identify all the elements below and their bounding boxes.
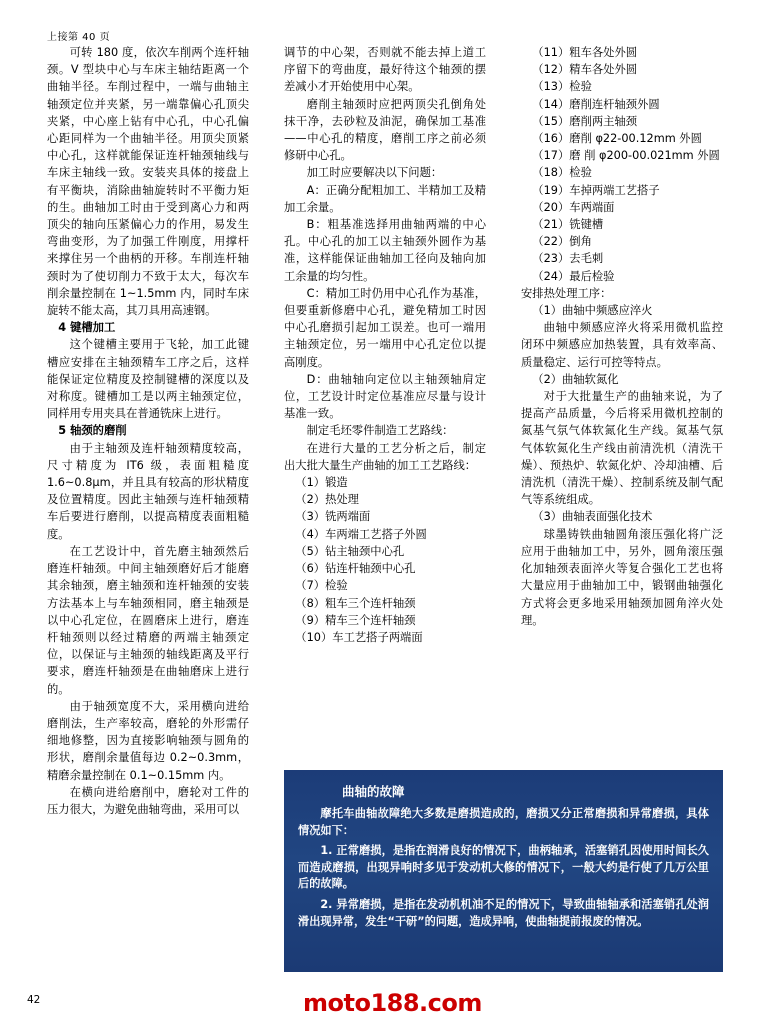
list-item: （7）检验	[295, 579, 348, 593]
list-item: （11）粗车各处外圆	[532, 46, 638, 59]
list-item: （3）铣两端面	[295, 510, 371, 524]
list-item: （3）曲轴表面强化技术	[532, 510, 653, 524]
list-item: （5）钻主轴颈中心孔	[295, 544, 405, 558]
paragraph: D：曲轴轴向定位以主轴颈轴肩定位，工艺设计时定位基准应尽量与设计基准一致。	[284, 372, 486, 421]
paragraph: 制定毛坯零件制造工艺路线：	[306, 424, 454, 438]
callout-paragraph: 2. 异常磨损，是指在发动机机油不足的情况下，导致曲轴轴承和活塞销孔处润滑出现异常，发生“干研”的问题，造成异响，使曲轴提前报废的情况。	[298, 897, 709, 928]
list-item: （6）钻连杆轴颈中心孔	[295, 562, 416, 576]
list-item: （2）曲轴软氮化	[532, 372, 619, 386]
site-logo: moto188.com	[303, 989, 482, 1017]
list-item: （17）磨 削 φ200-00.021mm 外圆	[532, 149, 720, 163]
section-heading: 5 轴颈的磨削	[58, 424, 127, 438]
list-item: （20）车两端面	[532, 200, 615, 214]
paragraph: 曲轴中频感应淬火将采用微机监控闭环中频感应加热装置，具有效率高、质量稳定、运行可控等特点。	[521, 321, 723, 369]
paragraph: 由于轴颈宽度不大，采用横向进给磨削法，生产率较高，磨轮的外形需仔细地修整，因为直接影响轴颈与圆角的形状，磨削余量值每边 0.2~0.3mm，精磨余量控制在 0.1~0.15mm 内。	[47, 699, 249, 782]
list-item: （4）车两端工艺搭子外圆	[295, 527, 427, 541]
list-item: （18）检验	[532, 166, 592, 180]
paragraph: B：粗基准选择用曲轴两端的中心孔。中心孔的加工以主轴颈外圆作为基准，这样能保证曲轴加工径向及轴向加工余量的均匀性。	[284, 218, 486, 283]
list-item: （10）车工艺搭子两端面	[295, 630, 423, 644]
list-item: （23）去毛刺	[532, 252, 604, 266]
list-item: （1）曲轴中频感应淬火	[532, 304, 653, 318]
list-item: （14）磨削连杆轴颈外圆	[532, 97, 660, 111]
callout-title: 曲轴的故障	[342, 784, 405, 799]
callout-paragraph: 1. 正常磨损，是指在润滑良好的情况下，曲柄轴承，活塞销孔因使用时间长久而造成磨损，出现异响时多见于发动机大修的情况下，一般大约是行使了几万公里后的故障。	[298, 844, 709, 891]
list-item: （16）磨削 φ22-00.12mm 外圆	[532, 132, 702, 146]
paragraph: 在工艺设计中，首先磨主轴颈然后磨连杆轴颈。中间主轴颈磨好后才能磨其余轴颈，磨主轴颈和连杆轴颈的安装方法基本上与车轴颈相同，磨主轴颈是以中心孔定位，在圆磨床上进行，磨连杆轴颈则以经过精磨的两端主轴颈定位，以保证与主轴颈的轴线距离及平行要求，磨连杆轴颈是在曲轴磨床上进行的。	[47, 544, 249, 696]
paragraph: 这个键槽主要用于飞轮，加工此键槽应安排在主轴颈精车工序之后，这样能保证定位精度及控制键槽的深度以及对称度。键槽加工是以两主轴颈定位，同样用专用夹具在普通铣床上进行。	[47, 338, 249, 421]
paragraph: C：精加工时仍用中心孔作为基准，但要重新修磨中心孔，避免精加工时因中心孔磨损引起加工误差。也可一端用主轴颈定位，另一端用中心孔定位以提高刚度。	[284, 286, 486, 369]
column-one	[47, 44, 249, 818]
paragraph: 由于主轴颈及连杆轴颈精度较高，尺寸精度为 IT6 级，表面粗糙度 1.6~0.8μm，并且具有较高的形状精度及位置精度。因此主轴颈与连杆轴颈精车后要进行磨削，以提高精度表面粗糙度。	[47, 441, 249, 541]
list-item: （19）车掉两端工艺搭子	[532, 183, 660, 197]
paragraph: 可转 180 度，依次车削两个连杆轴颈。V 型块中心与车床主轴结距离一个曲轴半径。车削过程中，一端与曲轴主轴颈定位并夹紧，另一端靠偏心孔顶尖夹紧，中心座上钻有中心孔，中心孔偏心距同样为一个曲轴半径。用顶尖顶紧中心孔，这样就能保证连杆轴颈轴线与车床主轴线一致。安装夹具体的接盘上有平衡块，消除曲轴旋转时不平衡力矩的生。曲轴加工时由于受到离心力和两顶尖的轴向压紧偏心力的作用，易发生弯曲变形，为了加强工件刚度，用撑杆来撑住另一个曲柄的开移。车削连杆轴颈时为了使切削力不致于太大，每次车削余量控制在 1~1.5mm 内，同时车床旋转不能太高，其刀具用高速钢。	[47, 46, 249, 318]
column-three	[521, 44, 723, 629]
list-item: （13）检验	[532, 80, 592, 94]
callout-paragraph: 摩托车曲轴故障绝大多数是磨损造成的，磨损又分正常磨损和异常磨损，具体情况如下：	[298, 807, 709, 837]
paragraph: A：正确分配粗加工、半精加工及精加工余量。	[284, 183, 486, 214]
list-item: （22）倒角	[532, 235, 592, 249]
list-item: （15）磨削两主轴颈	[532, 114, 638, 128]
section-heading: 4 键槽加工	[58, 321, 116, 335]
column-two	[284, 44, 486, 646]
list-item: （21）铣键槽	[532, 218, 604, 232]
paragraph: 对于大批量生产的曲轴来说，为了提高产品质量，今后将采用微机控制的氮基气氛气体软氮化生产线。氮基气氛气体软氮化生产线由前清洗机（清洗干燥）、预热炉、软氮化炉、冷却油槽、后清洗机（清洗干燥）、控制系统及制气配气等系统组成。	[521, 390, 723, 507]
list-item: （8）粗车三个连杆轴颈	[295, 596, 416, 610]
paragraph: 在横向进给磨削中，磨轮对工件的压力很大，为避免曲轴弯曲，采用可以	[47, 785, 249, 816]
callout-inner	[298, 782, 709, 962]
list-item: （2）热处理	[295, 493, 359, 507]
list-item: （9）精车三个连杆轴颈	[295, 613, 416, 627]
list-item: （12）精车各处外圆	[532, 63, 638, 77]
paragraph: 调节的中心架，否则就不能去掉上道工序留下的弯曲度，最好待这个轴颈的摆差减小才开始使用中心架。	[284, 46, 486, 94]
paragraph: 安排热处理工序：	[521, 286, 612, 300]
list-item: （24）最后检验	[532, 269, 615, 283]
page-number: 42	[27, 994, 41, 1006]
paragraph: 在进行大量的工艺分析之后，制定出大批大量生产曲轴的加工工艺路线：	[284, 441, 486, 472]
list-item: （1）锻造	[295, 476, 348, 490]
paragraph: 磨削主轴颈时应把两顶尖孔倒角处抹干净，去砂粒及油泥，确保加工基准——中心孔的精度，磨削工序之前必须修研中心孔。	[284, 97, 486, 163]
paragraph: 球墨铸铁曲轴圆角滚压强化将广泛应用于曲轴加工中，另外，圆角滚压强化加轴颈表面淬火等复合强化工艺也将大量应用于曲轴加工中，锻钢曲轴强化方式将会更多地采用轴颈加圆角淬火处理。	[521, 527, 723, 627]
sidebar-callout-box	[284, 770, 723, 972]
paragraph: 加工时应要解决以下问题：	[306, 166, 443, 180]
continued-from-note: 上接第 40 页	[47, 32, 111, 43]
